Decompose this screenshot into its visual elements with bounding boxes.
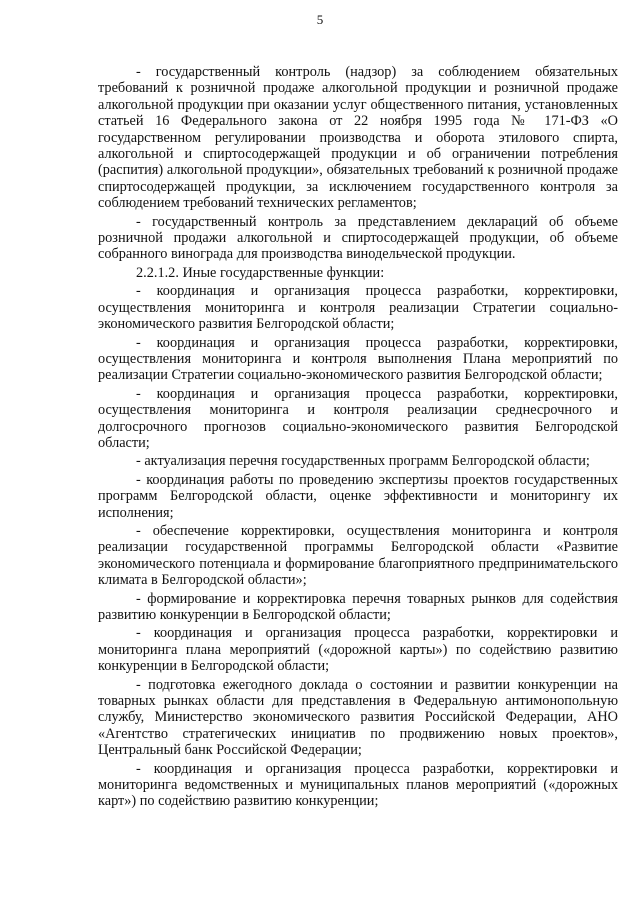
list-item: - координация и организация процесса разработки, корректировки, осуществления мониторинга и контроля выполнения Плана мероприятий по реализации Стратегии социально-экономического развития Белгородской области; xyxy=(98,334,618,384)
list-item: - координация и организация процесса разработки, корректировки, осуществления мониторинга и контроля реализации среднесрочного и долгосрочного прогнозов социально-экономического развития Белгородской области; xyxy=(98,385,618,451)
section-heading: 2.2.1.2. Иные государственные функции: xyxy=(136,264,385,281)
list-item: - координация и организация процесса разработки, корректировки, осуществления мониторинга и контроля реализации Стратегии социально-экономического развития Белгородской области; xyxy=(98,283,618,333)
document-body xyxy=(98,64,618,812)
list-item: - координация и организация процесса разработки, корректировки и мониторинга ведомственных и муниципальных планов мероприятий («дорожных карт») по содействию развитию конкуренции; xyxy=(98,760,618,810)
list-item: - обеспечение корректировки, осуществления мониторинга и контроля реализации государственной программы Белгородской области «Развитие экономического потенциала и формирование благоприятного предпринимательского климата в Белгородской области»; xyxy=(98,522,618,589)
paragraph-declarations-control: - государственный контроль за представлением деклараций об объеме розничной продажи алкогольной и спиртосодержащей продукции, об объеме собранного винограда для производства винодельческой продукции. xyxy=(98,213,618,263)
list-item: - формирование и корректировка перечня товарных рынков для содействия развитию конкуренции в Белгородской области; xyxy=(98,590,618,623)
list-item: - координация работы по проведению экспертизы проектов государственных программ Белгородской области, оценке эффективности и мониторингу их исполнения; xyxy=(98,471,618,521)
list-item: - актуализация перечня государственных программ Белгородской области; xyxy=(136,453,590,470)
page-number: 5 xyxy=(316,12,324,27)
paragraph-alcohol-control: - государственный контроль (надзор) за соблюдением обязательных требований к розничной продаже алкогольной продукции и розничной продаже алкогольной продукции при оказании услуг общественного питания, установленных статьей 16 Федерального закона от 22 ноября 1995 года № 171-ФЗ «О государственном регулировании производства и оборота этилового спирта, алкогольной и спиртосодержащей продукции и об ограничении потребления (распития) алкогольной продукции», обязательных требований к розничной продаже спиртосодержащей продукции, за исключением государственного контроля за соблюдением требований технических регламентов; xyxy=(98,64,618,212)
list-item: - подготовка ежегодного доклада о состоянии и развитии конкуренции на товарных рынках области для представления в Федеральную антимонопольную службу, Министерство экономического развития Российской Федерации, АНО «Агентство стратегических инициатив по продвижению новых проектов», Центральный банк Российской Федерации; xyxy=(98,676,618,759)
list-item: - координация и организация процесса разработки, корректировки и мониторинга плана мероприятий («дорожной карты») по содействию развитию конкуренции в Белгородской области; xyxy=(98,625,618,675)
